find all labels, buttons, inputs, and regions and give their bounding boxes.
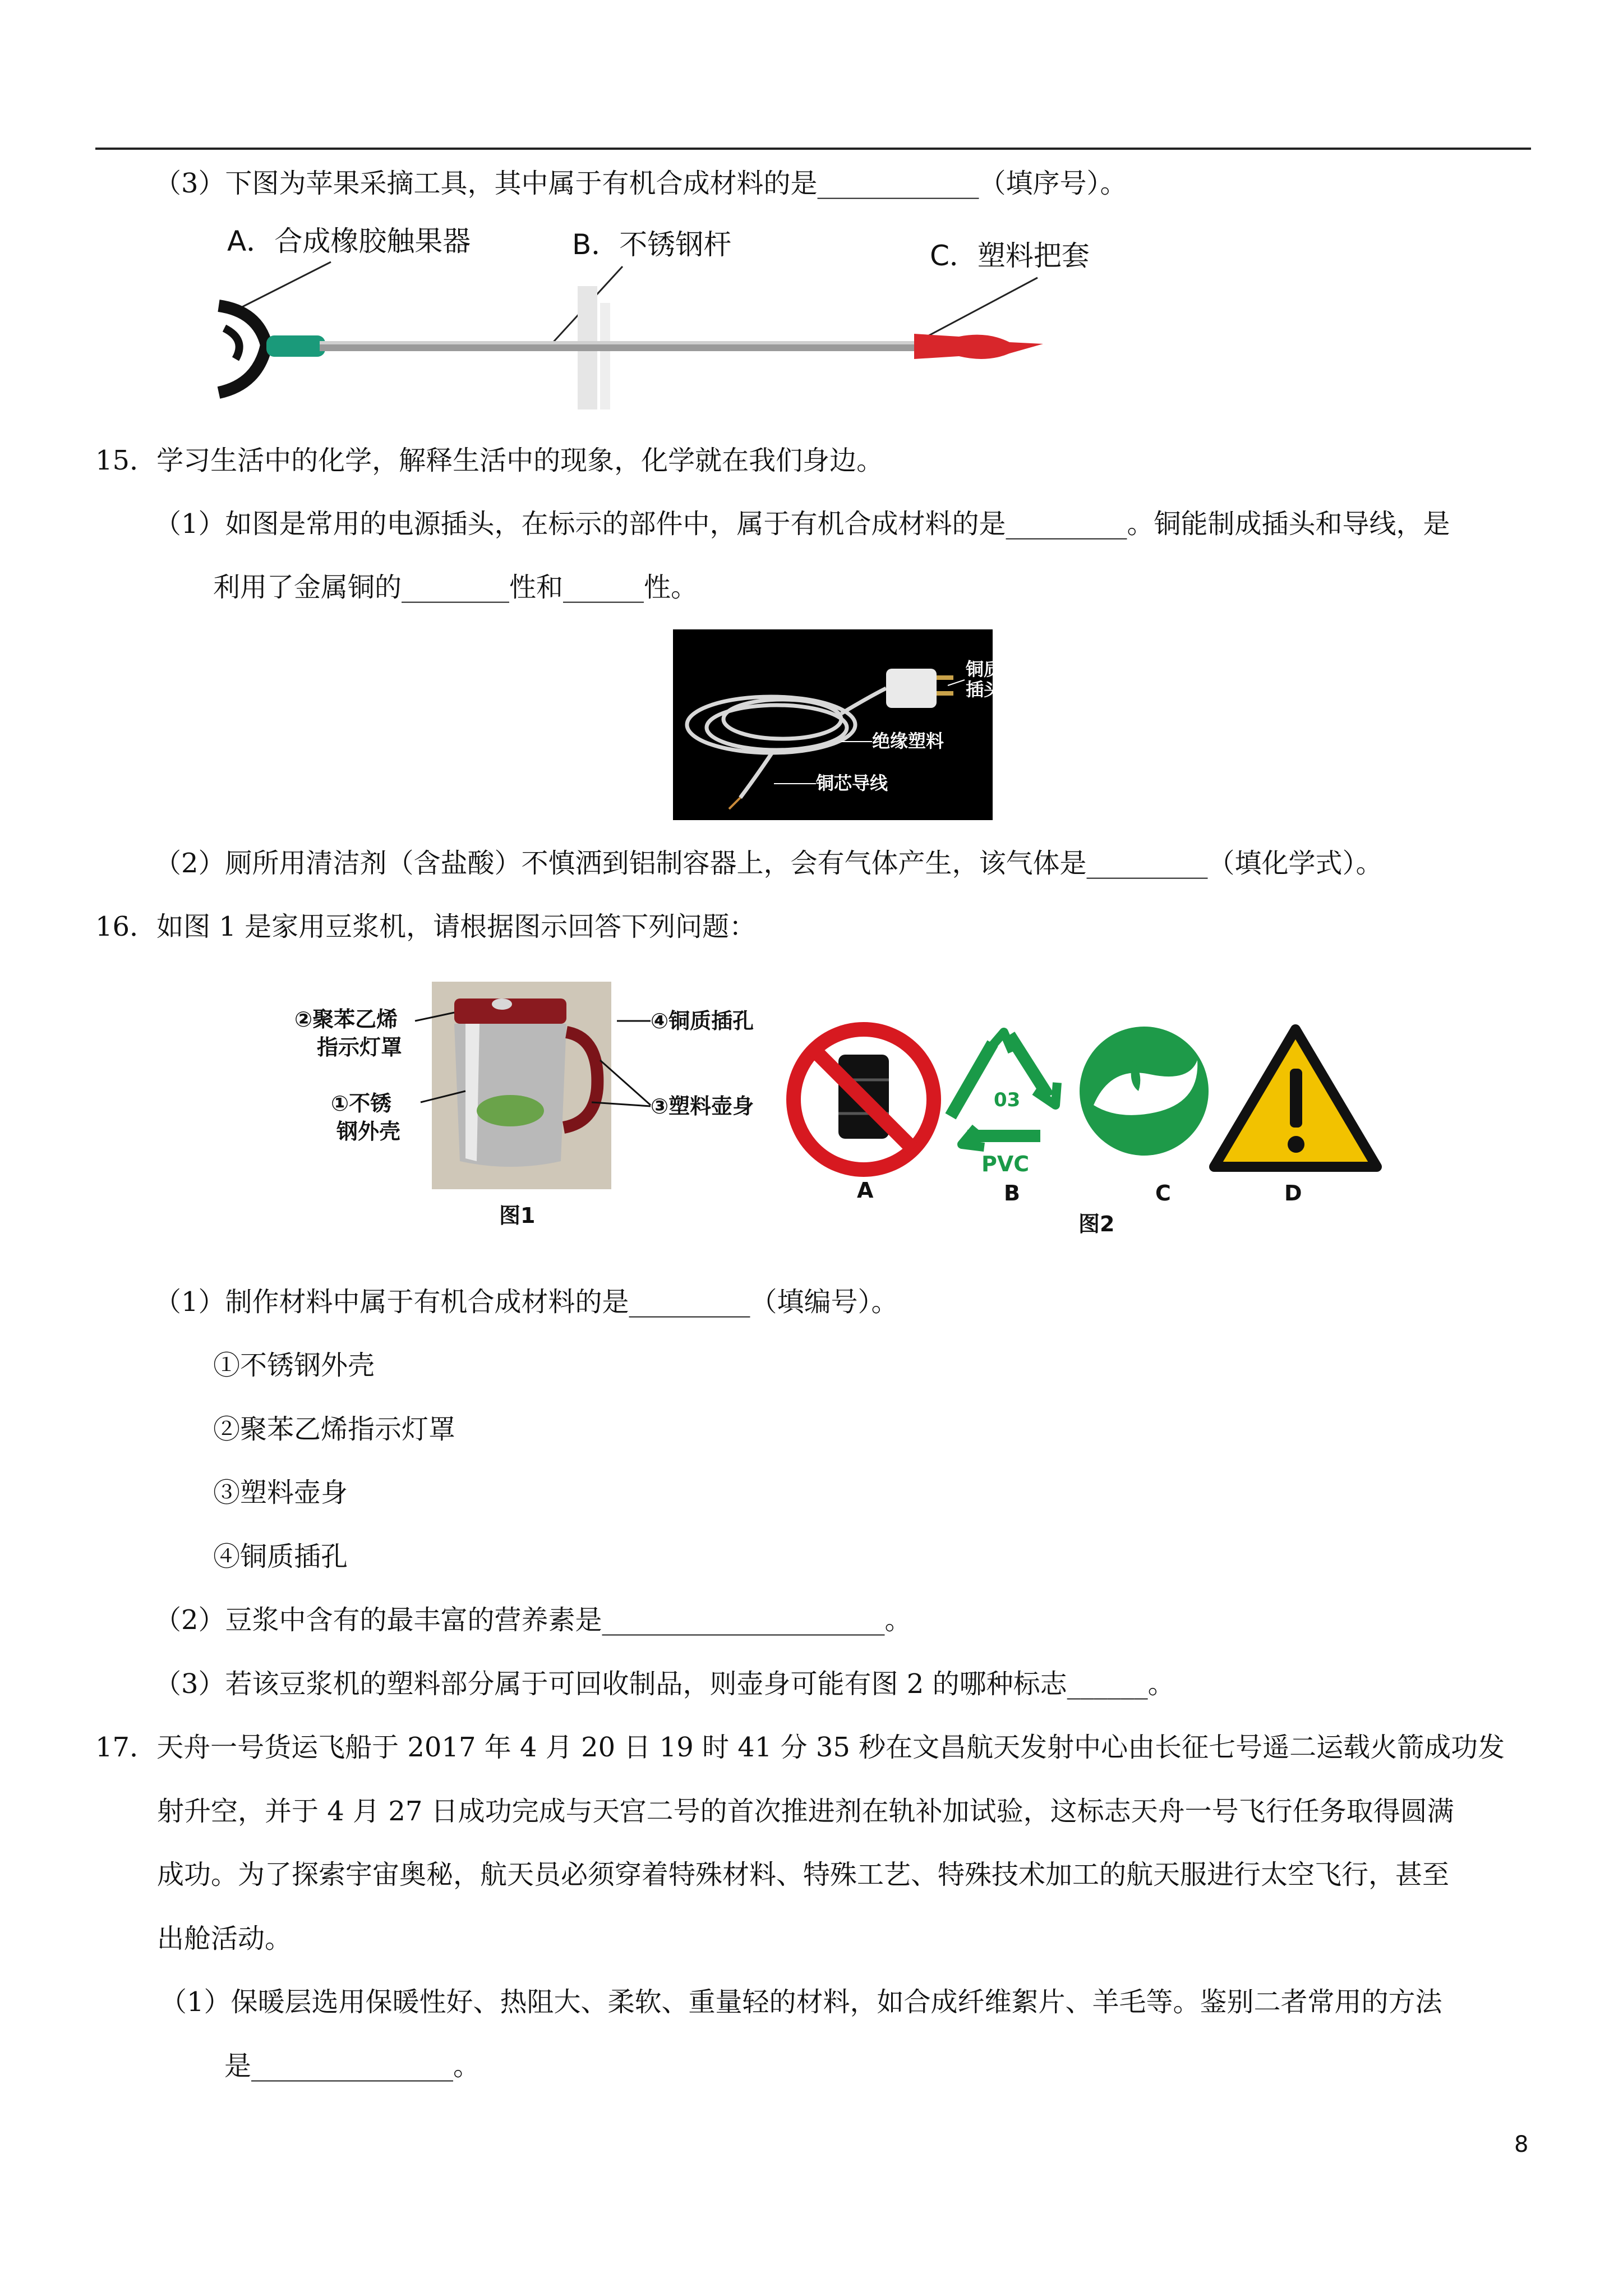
label-c: C．塑料把套	[930, 240, 1090, 272]
apple-picker-figure	[213, 216, 1090, 426]
q16-option-4: ④铜质插孔	[213, 1541, 348, 1572]
q16-stem: 16．如图 1 是家用豆浆机，请根据图示回答下列问题：	[95, 911, 757, 942]
q17-line3: 成功。为了探索宇宙奥秘，航天员必须穿着特殊材料、特殊工艺、特殊技术加工的航天服进行太空飞行，甚至	[157, 1859, 1450, 1890]
q16-option-1: ①不锈钢外壳	[213, 1350, 375, 1381]
label-a: A．合成橡胶触果器	[227, 225, 471, 257]
fig1-label-copper: ④铜质插孔	[651, 1009, 754, 1033]
plug-label-insulation: 绝缘塑料	[872, 730, 944, 752]
q17-1-line1: （1）保暖层选用保暖性好、热阻大、柔软、重量轻的材料，如合成纤维絮片、羊毛等。鉴别二者常用的方法	[160, 1986, 1442, 2018]
fig1-caption: 图1	[499, 1203, 536, 1228]
q15-1-line2: 利用了金属铜的________性和______性。	[213, 572, 698, 603]
recycle-text: PVC	[981, 1152, 1030, 1176]
fig1-label-plastic: ③塑料壶身	[651, 1094, 754, 1119]
q17-line4: 出舱活动。	[157, 1923, 292, 1954]
soymilk-figure	[286, 976, 1385, 1245]
q17-1-line2: 是_______________。	[224, 2050, 481, 2082]
plug-label-2: 插头	[966, 679, 1002, 700]
header-rule	[95, 148, 1531, 150]
sign-letter-a: A	[857, 1178, 874, 1203]
sign-letter-b: B	[1004, 1181, 1020, 1205]
sign-c-green-logo-icon	[1080, 1027, 1209, 1156]
q17-line2: 射升空，并于 4 月 27 日成功完成与天宫二号的首次推进剂在轨补加试验，这标志天舟一号飞行任务取得圆满	[157, 1796, 1454, 1827]
fig1-label-steel-2: 钢外壳	[336, 1119, 401, 1144]
q15-2: （2）厕所用清洁剂（含盐酸）不慎洒到铝制容器上，会有气体产生，该气体是_________（填化学式）。	[154, 848, 1383, 879]
fig1-label-ps-1: ②聚苯乙烯	[294, 1007, 398, 1032]
fig1-label-ps-2: 指示灯罩	[317, 1035, 403, 1060]
sign-letter-d: D	[1284, 1181, 1302, 1205]
q15-stem: 15．学习生活中的化学，解释生活中的现象，化学就在我们身边。	[95, 445, 884, 476]
sign-a-no-barrel-icon	[794, 1029, 934, 1170]
plug-label-1: 铜质	[966, 659, 1002, 680]
label-b: B．不锈钢杆	[572, 228, 732, 261]
page-number: 8	[1514, 2132, 1529, 2157]
fig2-caption: 图2	[1078, 1212, 1115, 1236]
sign-letter-c: C	[1155, 1181, 1171, 1205]
sign-d-warning-icon	[1214, 1029, 1377, 1167]
q16-option-2: ②聚苯乙烯指示灯罩	[213, 1414, 456, 1445]
q17-line1: 17．天舟一号货运飞船于 2017 年 4 月 20 日 19 时 41 分 35 秒在文昌航天发射中心由长征七号遥二运载火箭成功发	[95, 1732, 1505, 1763]
plug-label-wire: 铜芯导线	[816, 772, 888, 794]
q16-option-3: ③塑料壶身	[213, 1477, 348, 1508]
q15-1-line1: （1）如图是常用的电源插头，在标示的部件中，属于有机合成材料的是_________。铜能制成插头和导线，是	[154, 508, 1450, 540]
q16-1: （1）制作材料中属于有机合成材料的是_________（填编号）。	[154, 1286, 898, 1318]
recycle-code: 03	[994, 1089, 1021, 1111]
q16-2: （2）豆浆中含有的最丰富的营养素是_____________________。	[154, 1604, 912, 1636]
fig1-label-steel-1: ①不锈	[331, 1091, 392, 1116]
q16-3: （3）若该豆浆机的塑料部分属于可回收制品，则壶身可能有图 2 的哪种标志______。	[154, 1668, 1175, 1700]
plug-photo	[673, 629, 1002, 820]
q14-3-text: （3）下图为苹果采摘工具，其中属于有机合成材料的是____________（填序号）。	[154, 168, 1127, 199]
